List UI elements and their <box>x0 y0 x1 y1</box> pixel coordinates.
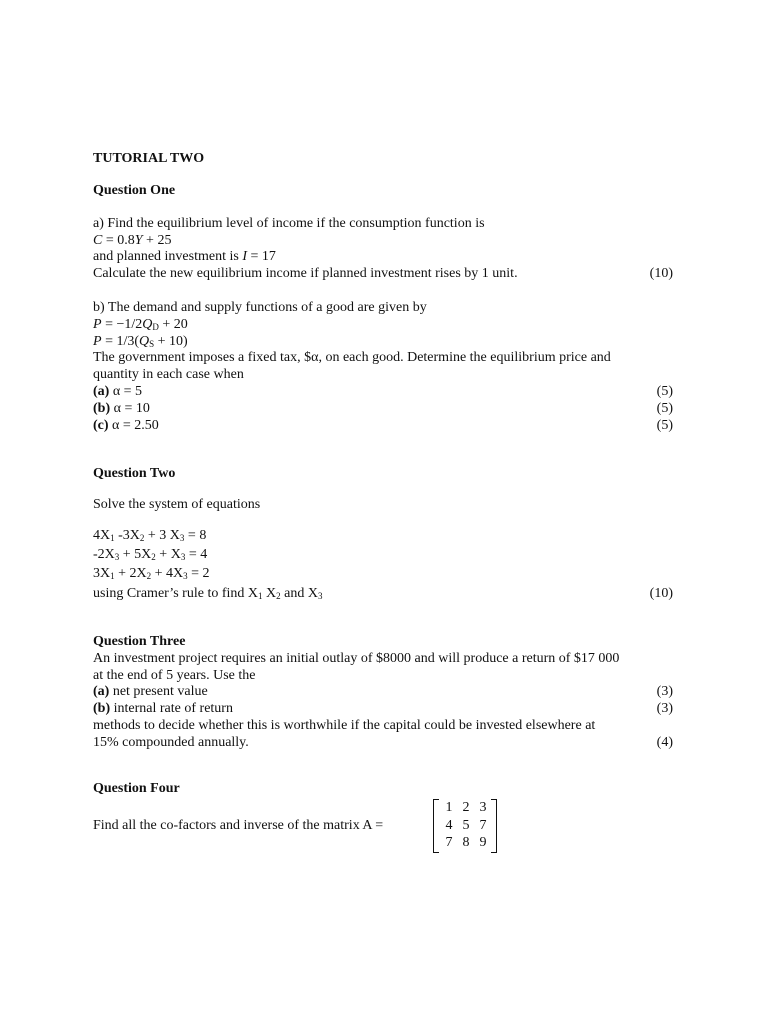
q1-b-demand-equation: $P = -1/2Q_D + 20$ <box>93 317 188 332</box>
matrix-cell: 3 <box>479 800 487 815</box>
matrix-cell: 8 <box>462 835 470 850</box>
q3-part-b-marks: (3) <box>656 701 673 716</box>
q2-cramer-line: using Cramer’s rule to find $X_1$ $X_2$ and $X_3$ (10) <box>93 586 673 601</box>
q3-part-a-marks: (3) <box>656 684 673 699</box>
q1-b-part-b-marks: (5) <box>656 401 673 416</box>
matrix-cell: 1 <box>445 800 453 815</box>
q3-part-a: (a) net present value (3) <box>93 684 673 699</box>
q3-line6: 15% compounded annually. (4) <box>93 735 673 750</box>
matrix-cell: 9 <box>479 835 487 850</box>
matrix-cell: 2 <box>462 800 470 815</box>
matrix-right-bracket <box>491 799 497 853</box>
q3-part-b: (b) internal rate of return (3) <box>93 701 673 716</box>
matrix-cell: 7 <box>445 835 453 850</box>
matrix-a <box>433 798 497 854</box>
q1-b-line1: b) The demand and supply functions of a good are given by <box>93 300 427 315</box>
q1-a-investment-line: and planned investment is I = 17 <box>93 249 276 264</box>
q2-marks: (10) <box>649 586 673 601</box>
matrix-row-3 <box>441 835 491 852</box>
q1-b-part-b: (b) α = 10 (5) <box>93 401 673 416</box>
q2-intro: Solve the system of equations <box>93 497 261 512</box>
question-three-heading: Question Three <box>93 634 186 649</box>
matrix-cell: 7 <box>479 818 487 833</box>
q3-line2: at the end of 5 years. Use the <box>93 668 256 683</box>
question-four-heading: Question Four <box>93 781 180 796</box>
q2-equation-2: $-2X_3 + 5X_2 + X_3 = 4$ <box>93 547 208 562</box>
q1-b-part-c: (c) α = 2.50 (5) <box>93 418 673 433</box>
q1-b-line5: quantity in each case when <box>93 367 244 382</box>
q1-b-line4: The government imposes a fixed tax, $α, on each good. Determine the equilibrium price and <box>93 350 611 365</box>
question-one-heading: Question One <box>93 183 176 198</box>
matrix-left-bracket <box>433 799 439 853</box>
q2-equation-3: $3X_1 + 2X_2 + 4X_3 = 2$ <box>93 566 210 581</box>
q1-a-line1: a) Find the equilibrium level of income if the consumption function is <box>93 216 485 231</box>
matrix-cell: 5 <box>462 818 470 833</box>
q1-b-part-c-marks: (5) <box>656 418 673 433</box>
q1-b-supply-equation: $P = 1/3(Q_S + 10)$ <box>93 334 188 349</box>
document-title: TUTORIAL TWO <box>93 151 205 166</box>
q1-a-marks: (10) <box>649 266 673 281</box>
q4-text: Find all the co-factors and inverse of the matrix A = <box>93 818 384 833</box>
q1-b-part-a: (a) α = 5 (5) <box>93 384 673 399</box>
q3-line1: An investment project requires an initial outlay of $8000 and will produce a return of $17 000 <box>93 651 620 666</box>
matrix-row-2 <box>441 818 491 835</box>
q1-a-line4: Calculate the new equilibrium income if planned investment rises by 1 unit. (10) <box>93 266 673 281</box>
q1-b-part-a-marks: (5) <box>656 384 673 399</box>
question-two-heading: Question Two <box>93 466 176 481</box>
matrix-cell: 4 <box>445 818 453 833</box>
q3-marks: (4) <box>656 735 673 750</box>
matrix-row-1 <box>441 800 491 817</box>
q3-line5: methods to decide whether this is worthwhile if the capital could be invested elsewhere at <box>93 718 596 733</box>
q1-a-consumption-equation: C = 0.8Y + 25 <box>93 233 172 248</box>
q2-equation-1: $4X_1$ $-3X_2 + 3$ $X_3 = 8$ <box>93 528 207 543</box>
